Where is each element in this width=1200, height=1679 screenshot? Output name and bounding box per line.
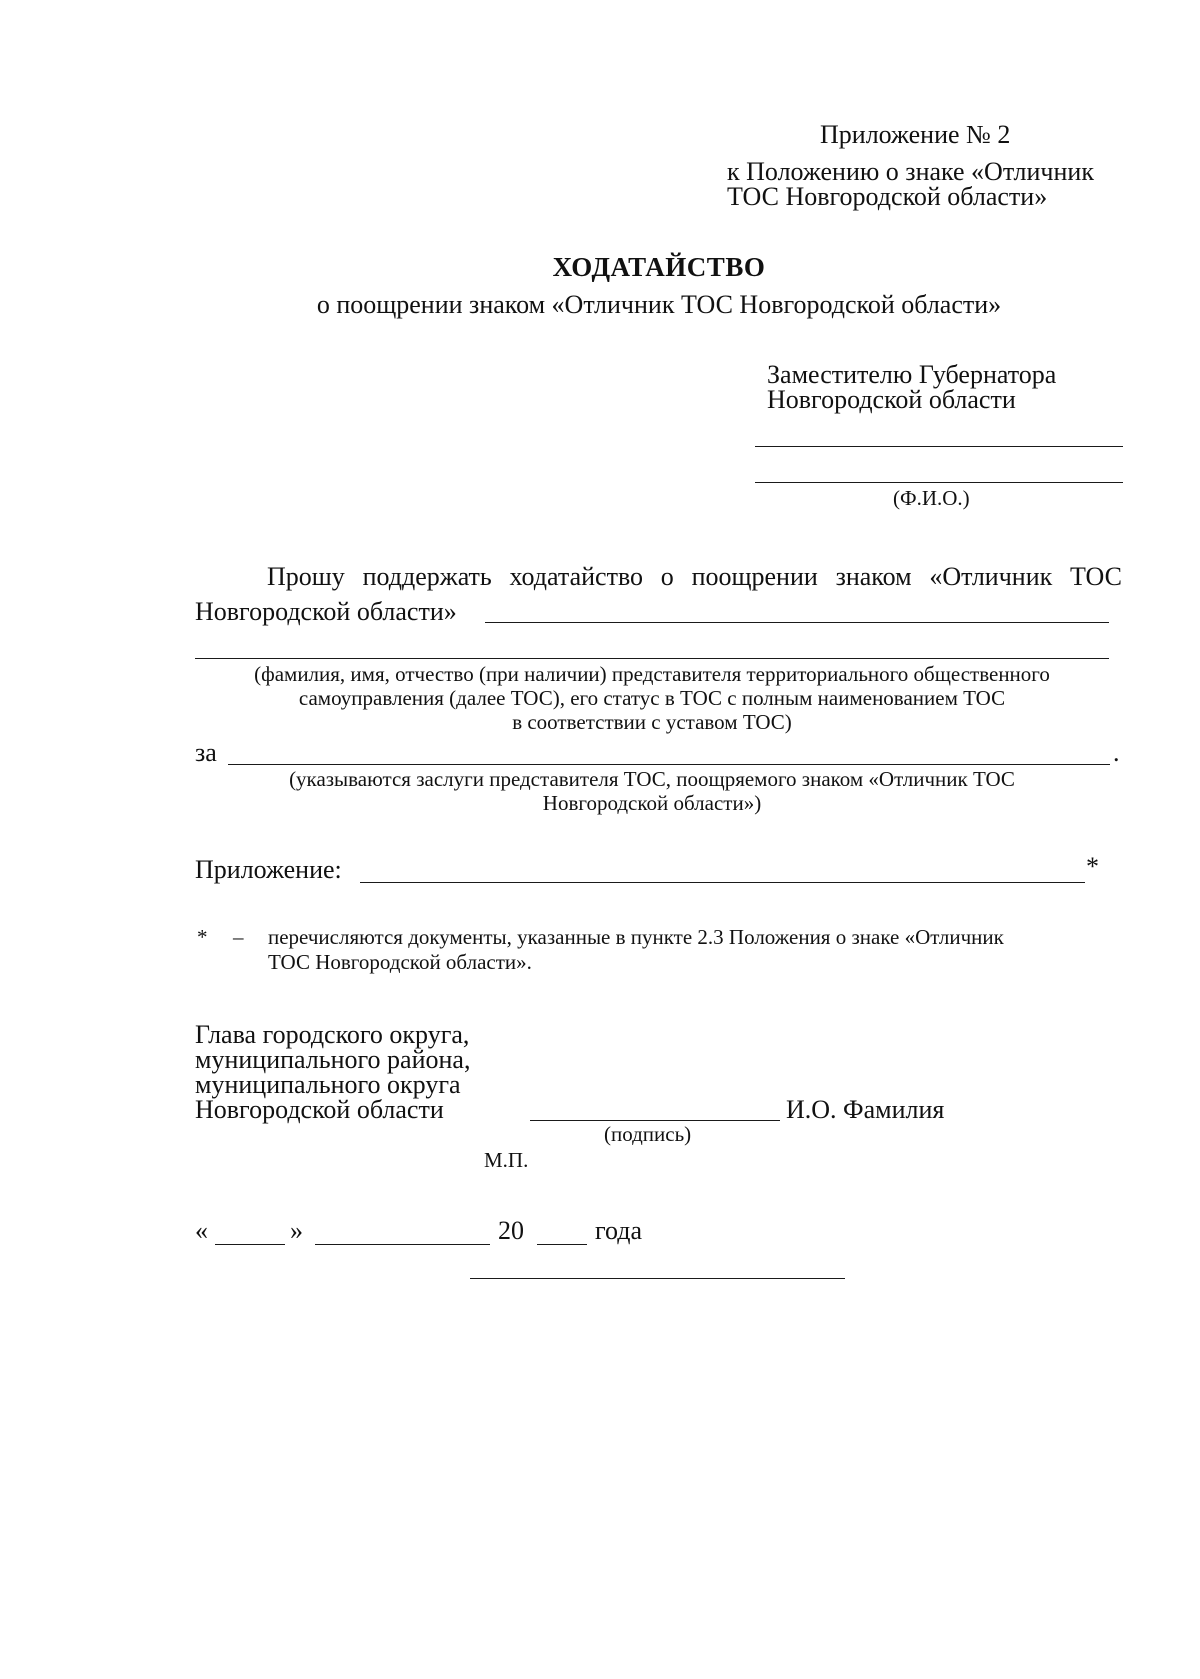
- date-close-quote: »: [290, 1216, 303, 1245]
- merits-caption-2: Новгородской области»): [542, 791, 762, 815]
- person-blank-2: [195, 658, 1109, 659]
- signature-blank: [530, 1120, 780, 1121]
- addressee-blank-2: [755, 482, 1123, 483]
- request-line2: Новгородской области»: [195, 597, 457, 626]
- addressee-line2: Новгородской области: [767, 385, 1016, 414]
- signature-caption: (подпись): [604, 1122, 692, 1146]
- signatory-position-line1: Глава городского округа,: [195, 1020, 470, 1049]
- fio-caption: (Ф.И.О.): [893, 486, 970, 510]
- page-title: ХОДАТАЙСТВО: [552, 252, 766, 282]
- for-period: .: [1113, 738, 1120, 767]
- footnote-mark: *: [197, 925, 208, 949]
- closing-rule: [470, 1278, 845, 1279]
- seal-mark: М.П.: [484, 1148, 529, 1172]
- addressee-blank-1: [755, 446, 1123, 447]
- attachment-blank: [360, 882, 1085, 883]
- person-caption-1: (фамилия, имя, отчество (при наличии) представителя территориального общественного: [254, 662, 1050, 686]
- page-subtitle: о поощрении знаком «Отличник ТОС Новгородской области»: [316, 290, 1002, 319]
- attachment-label: Приложение:: [195, 855, 342, 884]
- footnote-line1: перечисляются документы, указанные в пункте 2.3 Положения о знаке «Отличник: [268, 925, 1004, 949]
- merits-blank: [228, 764, 1110, 765]
- addressee-line1: Заместителю Губернатора: [767, 360, 1057, 389]
- signatory-position-line3: муниципального округа: [195, 1070, 461, 1099]
- person-caption-2: самоуправления (далее ТОС), его статус в ТОС с полным наименованием ТОС: [298, 686, 1006, 710]
- appendix-ref-line1: к Положению о знаке «Отличник: [727, 157, 1094, 186]
- footnote-dash: –: [233, 925, 244, 949]
- signatory-position-line2: муниципального района,: [195, 1045, 471, 1074]
- for-label: за: [195, 738, 217, 767]
- appendix-ref-line2: ТОС Новгородской области»: [727, 182, 1048, 211]
- footnote-line2: ТОС Новгородской области».: [268, 950, 532, 974]
- person-blank-1: [485, 622, 1109, 623]
- date-century: 20: [498, 1216, 524, 1245]
- appendix-number: Приложение № 2: [820, 120, 1011, 149]
- signatory-position-line4: Новгородской области: [195, 1095, 444, 1124]
- date-year-blank: [537, 1244, 587, 1245]
- attachment-asterisk: *: [1086, 852, 1099, 881]
- person-caption-3: в соответствии с уставом ТОС): [512, 710, 792, 734]
- signatory-name: И.О. Фамилия: [786, 1095, 945, 1124]
- date-day-blank: [215, 1244, 285, 1245]
- date-suffix: года: [595, 1216, 643, 1245]
- request-line1: Прошу поддержать ходатайство о поощрении знаком «Отличник ТОС: [267, 562, 1122, 591]
- date-open-quote: «: [195, 1216, 208, 1245]
- date-month-blank: [315, 1244, 490, 1245]
- merits-caption-1: (указываются заслуги представителя ТОС, поощряемого знаком «Отличник ТОС: [289, 767, 1015, 791]
